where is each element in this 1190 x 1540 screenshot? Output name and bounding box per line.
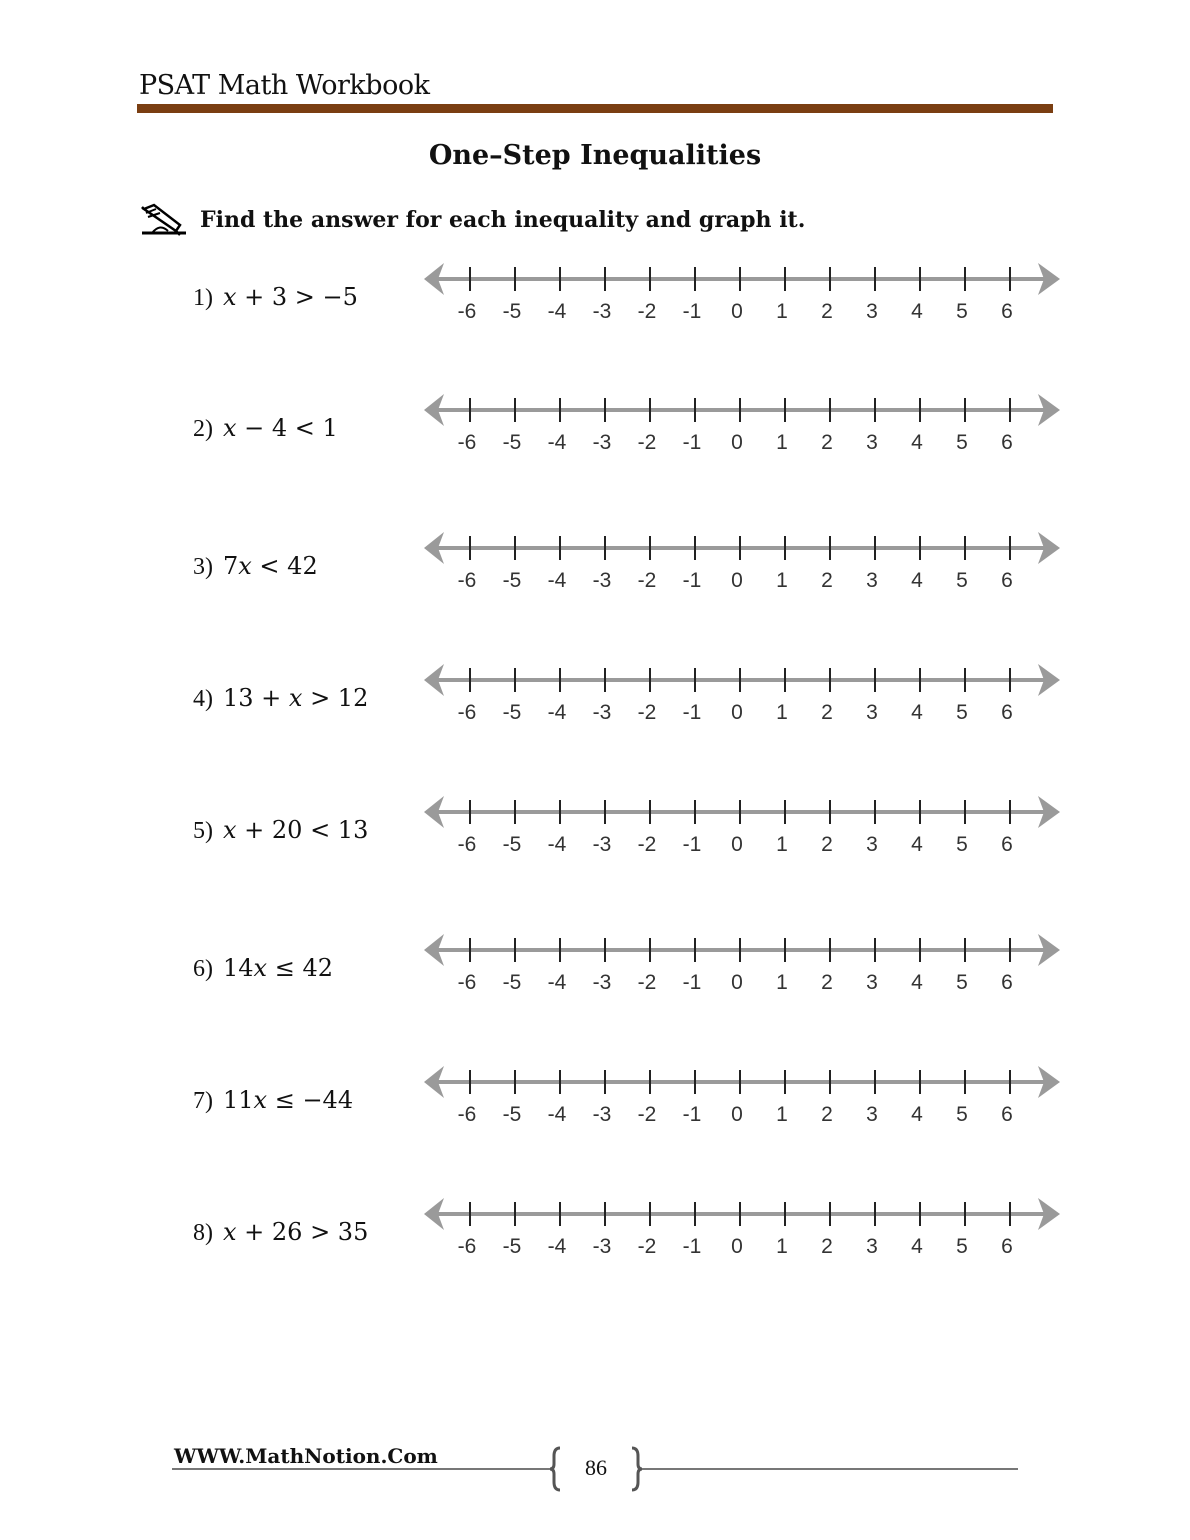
footer-rule-left <box>172 1468 550 1470</box>
tick-label: -6 <box>457 569 477 592</box>
tick-label: 2 <box>821 833 833 856</box>
problem-row <box>0 684 1190 764</box>
tick-label: -2 <box>637 569 657 592</box>
tick-label: 4 <box>911 701 923 724</box>
tick-label: 4 <box>911 431 923 454</box>
tick-label: -5 <box>502 1235 522 1258</box>
problem-number: 6) <box>193 956 213 982</box>
tick-label: -3 <box>592 569 612 592</box>
number-line[interactable] <box>420 261 1065 336</box>
tick-label: -6 <box>457 971 477 994</box>
tick-label: 4 <box>911 833 923 856</box>
problem-label <box>193 816 368 845</box>
tick-label: 1 <box>776 300 788 323</box>
tick-label: -3 <box>592 971 612 994</box>
problem-number: 2) <box>193 416 213 442</box>
tick-label: -2 <box>637 431 657 454</box>
tick-label: 2 <box>821 300 833 323</box>
tick-label: 5 <box>956 833 968 856</box>
number-line[interactable] <box>420 392 1065 467</box>
tick-label: -4 <box>547 569 567 592</box>
tick-label: 6 <box>1001 569 1013 592</box>
inequality-expression: 13 + 𝑥 > 12 <box>223 684 369 712</box>
header-rule <box>137 104 1053 113</box>
tick-label: -4 <box>547 1103 567 1126</box>
tick-label: -4 <box>547 833 567 856</box>
tick-label: -4 <box>547 971 567 994</box>
tick-label: -1 <box>682 1103 702 1126</box>
tick-label: 1 <box>776 1235 788 1258</box>
tick-label: 5 <box>956 701 968 724</box>
problem-label <box>193 1086 353 1115</box>
tick-label: 1 <box>776 701 788 724</box>
inequality-expression: 11𝑥 ≤ −44 <box>223 1086 354 1114</box>
tick-label: -1 <box>682 569 702 592</box>
tick-label: -2 <box>637 1235 657 1258</box>
number-line[interactable] <box>420 794 1065 869</box>
tick-label: 3 <box>866 300 878 323</box>
inequality-expression: 𝑥 + 26 > 35 <box>223 1218 369 1246</box>
problem-row <box>0 283 1190 363</box>
tick-label: -2 <box>637 833 657 856</box>
problem-row <box>0 1218 1190 1298</box>
tick-label: 0 <box>731 431 743 454</box>
problem-label <box>193 954 333 983</box>
tick-label: 5 <box>956 431 968 454</box>
tick-label: -6 <box>457 1103 477 1126</box>
tick-label: 6 <box>1001 300 1013 323</box>
tick-label: 3 <box>866 833 878 856</box>
number-line[interactable] <box>420 932 1065 1007</box>
tick-label: 6 <box>1001 971 1013 994</box>
footer-website: WWW.MathNotion.Com <box>174 1444 438 1468</box>
inequality-expression: 𝑥 + 3 > −5 <box>223 283 358 311</box>
tick-label: -3 <box>592 431 612 454</box>
tick-label: -1 <box>682 1235 702 1258</box>
number-line[interactable] <box>420 530 1065 605</box>
tick-label: 3 <box>866 1103 878 1126</box>
tick-label: -3 <box>592 1235 612 1258</box>
problem-row <box>0 954 1190 1034</box>
tick-label: -5 <box>502 971 522 994</box>
tick-label: 2 <box>821 971 833 994</box>
tick-label: -1 <box>682 701 702 724</box>
tick-label: 5 <box>956 971 968 994</box>
tick-label: 1 <box>776 569 788 592</box>
inequality-expression: 7𝑥 < 42 <box>223 552 318 580</box>
problem-label <box>193 1218 368 1247</box>
tick-label: 2 <box>821 569 833 592</box>
tick-label: 1 <box>776 1103 788 1126</box>
tick-label: 2 <box>821 431 833 454</box>
tick-label: 5 <box>956 300 968 323</box>
tick-label: -1 <box>682 431 702 454</box>
tick-label: -1 <box>682 971 702 994</box>
inequality-expression: 𝑥 + 20 < 13 <box>223 816 369 844</box>
tick-label: 1 <box>776 971 788 994</box>
tick-label: -2 <box>637 300 657 323</box>
tick-label: 2 <box>821 1235 833 1258</box>
tick-label: 0 <box>731 701 743 724</box>
instruction <box>140 200 805 240</box>
tick-label: 0 <box>731 1103 743 1126</box>
tick-label: 1 <box>776 431 788 454</box>
problem-number: 1) <box>193 285 213 311</box>
problem-number: 3) <box>193 554 213 580</box>
tick-label: 0 <box>731 300 743 323</box>
tick-label: 0 <box>731 971 743 994</box>
problem-row <box>0 816 1190 896</box>
tick-label: -5 <box>502 431 522 454</box>
tick-label: 3 <box>866 701 878 724</box>
number-line[interactable] <box>420 662 1065 737</box>
problem-number: 7) <box>193 1088 213 1114</box>
instruction-text: Find the answer for each inequality and graph it. <box>200 207 806 233</box>
problem-row <box>0 552 1190 632</box>
tick-label: -3 <box>592 701 612 724</box>
number-line[interactable] <box>420 1064 1065 1139</box>
tick-label: 6 <box>1001 1103 1013 1126</box>
problem-label <box>193 684 368 713</box>
tick-label: -1 <box>682 300 702 323</box>
tick-label: -6 <box>457 300 477 323</box>
tick-label: -5 <box>502 1103 522 1126</box>
problem-row <box>0 1086 1190 1166</box>
tick-label: -6 <box>457 431 477 454</box>
inequality-expression: 𝑥 − 4 < 1 <box>223 414 338 442</box>
tick-label: 6 <box>1001 701 1013 724</box>
tick-label: -5 <box>502 300 522 323</box>
tick-label: -5 <box>502 701 522 724</box>
tick-label: 6 <box>1001 431 1013 454</box>
tick-label: 0 <box>731 1235 743 1258</box>
tick-label: 6 <box>1001 833 1013 856</box>
problem-label <box>193 283 358 312</box>
tick-label: 2 <box>821 1103 833 1126</box>
tick-label: -6 <box>457 1235 477 1258</box>
tick-label: 3 <box>866 1235 878 1258</box>
tick-label: -3 <box>592 833 612 856</box>
tick-label: 0 <box>731 569 743 592</box>
tick-label: 4 <box>911 1103 923 1126</box>
tick-label: 1 <box>776 833 788 856</box>
tick-label: -2 <box>637 1103 657 1126</box>
page-title: One–Step Inequalities <box>428 140 762 171</box>
tick-label: 6 <box>1001 1235 1013 1258</box>
tick-label: 4 <box>911 1235 923 1258</box>
number-line[interactable] <box>420 1196 1065 1271</box>
tick-label: 5 <box>956 1103 968 1126</box>
tick-label: -4 <box>547 1235 567 1258</box>
tick-label: -6 <box>457 701 477 724</box>
workbook-title: PSAT Math Workbook <box>139 70 430 101</box>
tick-label: -4 <box>547 701 567 724</box>
tick-label: -1 <box>682 833 702 856</box>
tick-label: -3 <box>592 300 612 323</box>
tick-label: 5 <box>956 569 968 592</box>
pencil-writing-icon <box>140 203 188 237</box>
tick-label: 4 <box>911 971 923 994</box>
tick-label: 3 <box>866 431 878 454</box>
footer-rule-right <box>640 1468 1018 1470</box>
tick-label: 2 <box>821 701 833 724</box>
tick-label: -4 <box>547 300 567 323</box>
tick-label: -2 <box>637 701 657 724</box>
problem-number: 8) <box>193 1220 213 1246</box>
problem-label <box>193 414 338 443</box>
tick-label: 5 <box>956 1235 968 1258</box>
tick-label: 3 <box>866 569 878 592</box>
tick-label: 4 <box>911 300 923 323</box>
page-number: 86 <box>585 1455 607 1480</box>
tick-label: -4 <box>547 431 567 454</box>
problem-number: 4) <box>193 686 213 712</box>
tick-label: -5 <box>502 569 522 592</box>
tick-label: 0 <box>731 833 743 856</box>
tick-label: -2 <box>637 971 657 994</box>
tick-label: -6 <box>457 833 477 856</box>
tick-label: -3 <box>592 1103 612 1126</box>
tick-label: -5 <box>502 833 522 856</box>
problem-label <box>193 552 318 581</box>
tick-label: 3 <box>866 971 878 994</box>
problem-number: 5) <box>193 818 213 844</box>
inequality-expression: 14𝑥 ≤ 42 <box>223 954 333 982</box>
problem-row <box>0 414 1190 494</box>
tick-label: 4 <box>911 569 923 592</box>
